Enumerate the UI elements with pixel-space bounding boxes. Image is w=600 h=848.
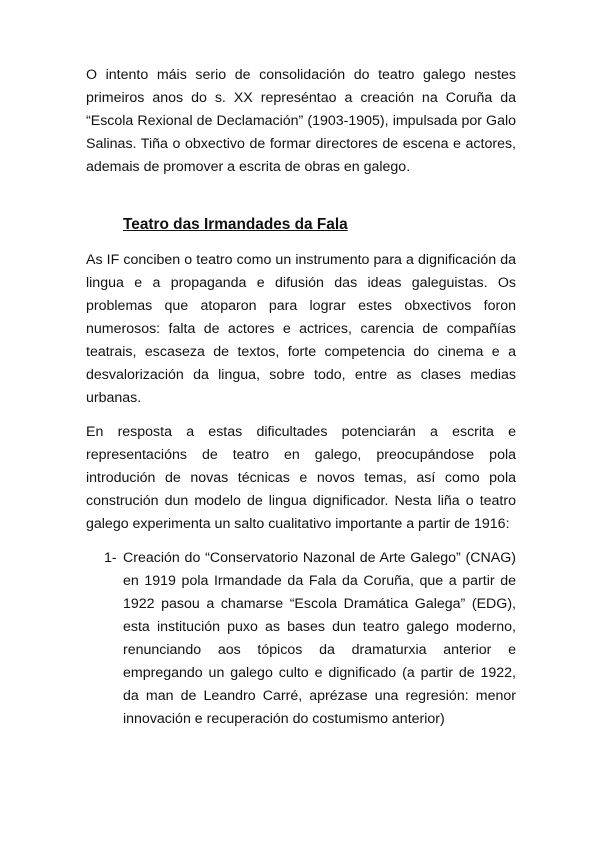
numbered-list: [86, 547, 516, 731]
response-paragraph: En resposta a estas dificultades potenciarán a escrita e representacións de teatro en galego, preocupándose pola introdución de novas técnicas e novos temas, así como pola construción dun modelo de lingua dignificador. Nesta liña o teatro galego experimenta un salto cualitativo importante a partir de 1916:: [86, 424, 516, 532]
section-heading: Teatro das Irmandades da Fala: [123, 216, 348, 233]
intro-paragraph: O intento máis serio de consolidación do teatro galego nestes primeiros anos do s. XX represéntao a creación na Coruña da “Escola Rexional de Declamación” (1903-1905), impulsada por Galo Salinas. Tiña o obxectivo de formar directores de escena e actores, ademais de promover a escrita de obras en galego.: [86, 67, 516, 175]
list-item-marker: 1-: [104, 550, 117, 566]
document-page: [86, 64, 516, 731]
list-item: [86, 547, 516, 731]
if-theatre-paragraph: As IF conciben o teatro como un instrumento para a dignificación da lingua e a propaganda e difusión das ideas galeguistas. Os problemas que atoparon para lograr estes obxectivos foron numerosos: falta de actores e actrices, carencia de compañías teatrais, escaseza de textos, forte competencia do cinema e a desvalorización da lingua, sobre todo, entre as clases medias urbanas.: [86, 252, 516, 406]
list-item-text: Creación do “Conservatorio Nazonal de Arte Galego” (CNAG) en 1919 pola Irmandade da Fala da Coruña, que a partir de 1922 pasou a chamarse “Escola Dramática Galega” (EDG), esta institución puxo as bases dun teatro galego moderno, renunciando aos tópicos da dramaturxia anterior e empregando un galego culto e dignificado (a partir de 1922, da man de Leandro Carré, aprézase una regresión: menor innovación e recuperación do costumismo anterior): [123, 550, 516, 727]
